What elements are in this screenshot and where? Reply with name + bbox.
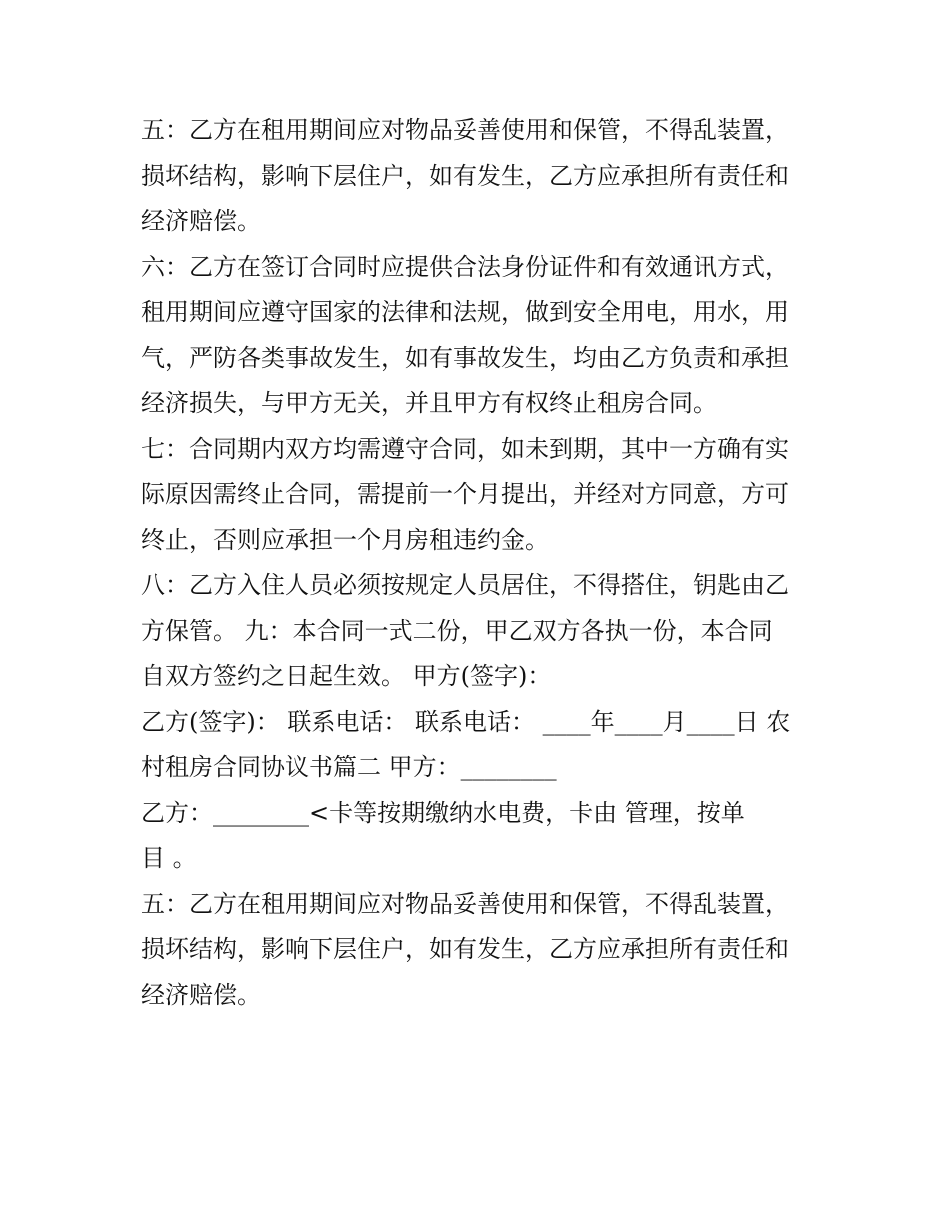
text-line: 损坏结构，影响下层住户，如有发生，乙方应承担所有责任和 (141, 935, 789, 963)
contract-text (141, 108, 821, 1018)
text-line: 五：乙方在租用期间应对物品妥善使用和保管，不得乱装置， (141, 889, 789, 918)
text-line: 经济损失，与甲方无关，并且甲方有权终止租房合同。 (141, 389, 717, 417)
text-line: 七：合同期内双方均需遵守合同，如未到期，其中一方确有实 (141, 434, 789, 463)
text-line: 租用期间应遵守国家的法律和法规，做到安全用电，用水，用 (141, 298, 789, 326)
text-line: 终止，否则应承担一个月房租违约金。 (141, 525, 549, 554)
text-line: 乙方(签字)： 联系电话： 联系电话： ____年____月____日 农 (141, 707, 791, 736)
text-line: 气，严防各类事故发生，如有事故发生，均由乙方负责和承担 (141, 343, 789, 372)
text-line: 自双方签约之日起生效。 甲方(签字)： (141, 662, 552, 690)
text-line: 八：乙方入住人员必须按规定人员居住，不得搭住，钥匙由乙 (141, 571, 789, 599)
text-line: 损坏结构，影响下层住户，如有发生，乙方应承担所有责任和 (141, 161, 789, 190)
text-line: 六：乙方在签订合同时应提供合法身份证件和有效通讯方式， (141, 252, 789, 281)
text-line: 经济赔偿。 (141, 980, 261, 1009)
text-line: 经济赔偿。 (141, 207, 261, 235)
text-line: 五：乙方在租用期间应对物品妥善使用和保管，不得乱装置， (141, 116, 789, 144)
text-line: 乙方：________<卡等按期缴纳水电费，卡由 管理，按单 (141, 798, 745, 827)
text-line: 村租房合同协议书篇二 甲方：________ (141, 753, 557, 781)
text-line: 方保管。 九：本合同一式二份，甲乙双方各执一份，本合同 (141, 616, 773, 645)
text-line: 际原因需终止合同，需提前一个月提出，并经对方同意，方可 (141, 480, 789, 508)
text-line: 目 。 (141, 844, 197, 872)
